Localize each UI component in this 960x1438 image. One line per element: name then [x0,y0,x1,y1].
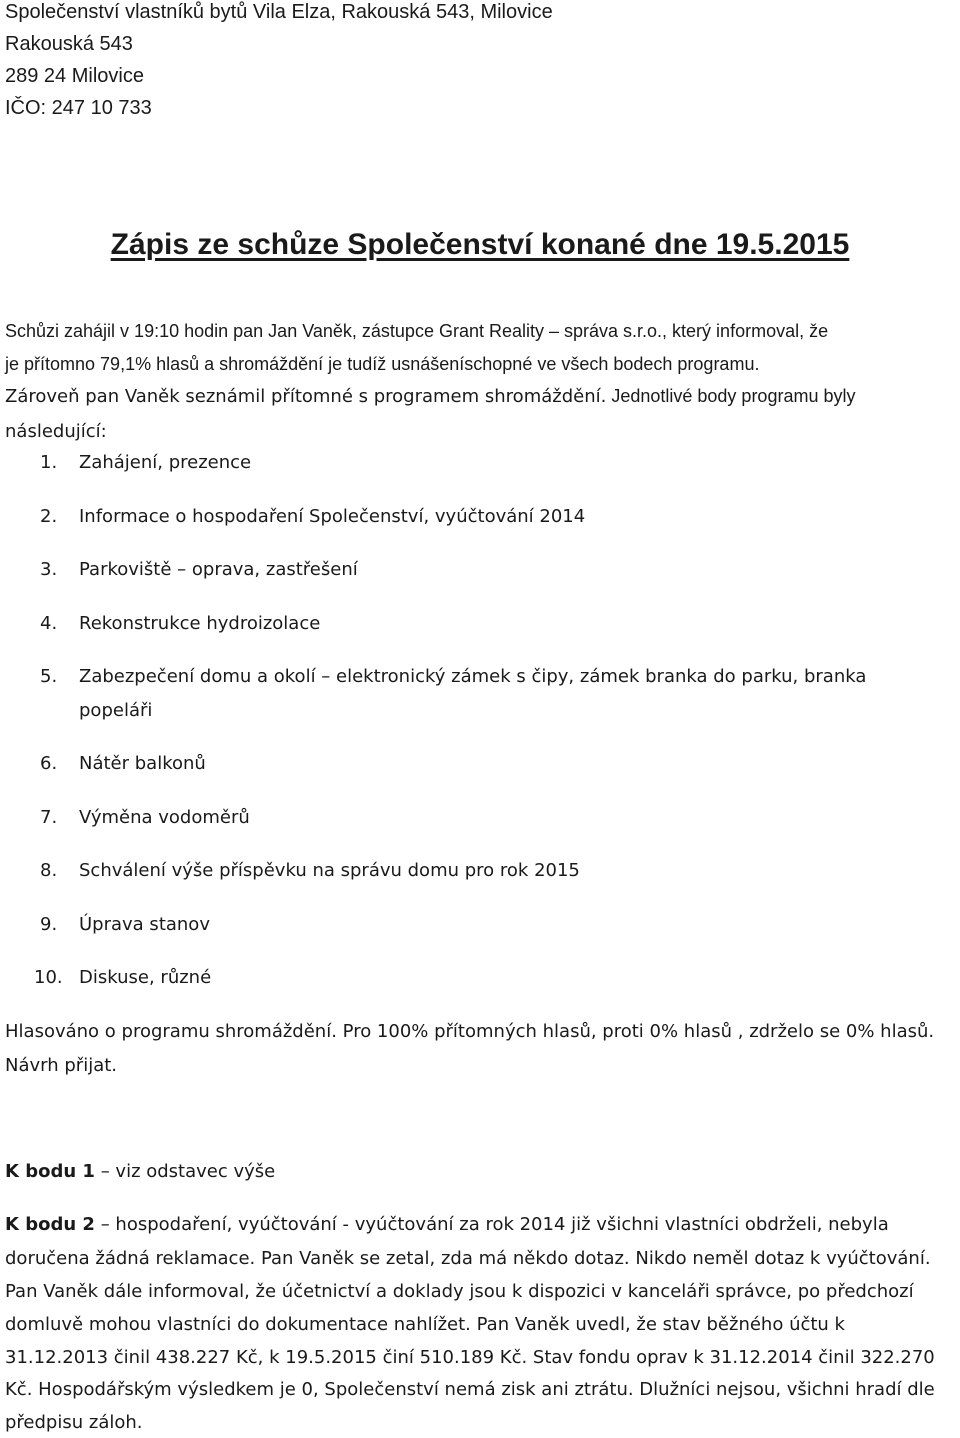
vote-line-2: Návrh přijat. [5,1055,117,1076]
bod-1-label: K bodu 1 [5,1161,95,1182]
item-number: 1. [40,452,58,473]
bod-2-line-2: doručena žádná reklamace. Pan Vaněk se zetal, zda má někdo dotaz. Nikdo neměl dotaz k vyúčtování. [5,1248,931,1269]
item-number: 6. [40,753,58,774]
bod-1-paragraph [5,1160,275,1184]
bod-2-label: K bodu 2 [5,1214,95,1235]
item-text: Diskuse, různé [79,967,212,988]
item-text: Zabezpečení domu a okolí – elektronický zámek s čipy, zámek branka do parku, branka [79,666,867,687]
item-text: Výměna vodoměrů [79,807,250,828]
item-text: Parkoviště – oprava, zastřešení [79,559,358,580]
item-text: Zahájení, prezence [79,452,252,473]
item-text: Nátěr balkonů [79,753,206,774]
item-text: Informace o hospodaření Společenství, vyúčtování 2014 [79,506,586,527]
intro-line-1: Schůzi zahájil v 19:10 hodin pan Jan Vaněk, zástupce Grant Reality – správa s.r.o., který informoval, že [5,321,829,341]
item-number: 2. [40,506,58,527]
item-number: 4. [40,613,58,634]
list-item [40,665,866,689]
intro-line-3-part-a: Zároveň pan Vaněk seznámil přítomné s programem shromáždění. [5,386,607,407]
list-item [40,505,585,529]
vote-line-1: Hlasováno o programu shromáždění. Pro 100% přítomných hlasů, proti 0% hlasů , zdrželo se 0% hlasů. [5,1021,935,1042]
list-item [40,451,251,475]
list-item [40,612,320,636]
association-name: Společenství vlastníků bytů Vila Elza, Rakouská 543, Milovice [5,1,553,23]
item-number: 10. [34,967,63,988]
bod-2-text: – hospodaření, vyúčtování - vyúčtování za rok 2014 již všichni vlastníci obdrželi, nebyla [94,1214,889,1235]
list-item-continuation: popeláři [79,700,153,721]
address-street: Rakouská 543 [5,33,133,55]
item-number: 7. [40,807,58,828]
item-text: Schválení výše příspěvku na správu domu pro rok 2015 [79,860,580,881]
document-title: Zápis ze schůze Společenství konané dne 19.5.2015 [110,228,850,261]
item-number: 9. [40,914,58,935]
intro-line-3 [5,385,855,409]
intro-line-4: následující: [5,421,107,442]
bod-2-line-3: Pan Vaněk dále informoval, že účetnictví a doklady jsou k dispozici v kanceláři správce, po předchozí [5,1281,914,1302]
bod-2-line-6: Kč. Hospodářským výsledkem je 0, Společenství nemá zisk ani ztrátu. Dlužníci nejsou, všichni hradí dle [5,1379,935,1400]
list-item [40,913,210,937]
bod-2-line-4: domluvě mohou vlastníci do dokumentace nahlížet. Pan Vaněk uvedl, že stav běžného účtu k [5,1314,845,1335]
item-number: 3. [40,559,58,580]
list-item [34,966,212,990]
address-city: 289 24 Milovice [5,65,144,87]
item-number: 8. [40,860,58,881]
item-text: Rekonstrukce hydroizolace [79,613,321,634]
list-item [40,752,206,776]
list-item [40,558,358,582]
company-id: IČO: 247 10 733 [5,97,152,119]
bod-2-line-1 [5,1213,889,1237]
bod-2-line-5: 31.12.2013 činil 438.227 Kč, k 19.5.2015 činí 510.189 Kč. Stav fondu oprav k 31.12.2014 činil 322.270 [5,1347,935,1368]
intro-line-2: je přítomno 79,1% hlasů a shromáždění je tudíž usnášeníschopné ve všech bodech programu. [5,354,760,374]
bod-1-text: – viz odstavec výše [94,1161,276,1182]
item-text: Úprava stanov [79,914,210,935]
list-item [40,806,250,830]
intro-line-3-part-b: Jednotlivé body programu byly [606,386,856,406]
list-item [40,859,580,883]
bod-2-line-7: předpisu záloh. [5,1412,143,1433]
item-number: 5. [40,666,58,687]
